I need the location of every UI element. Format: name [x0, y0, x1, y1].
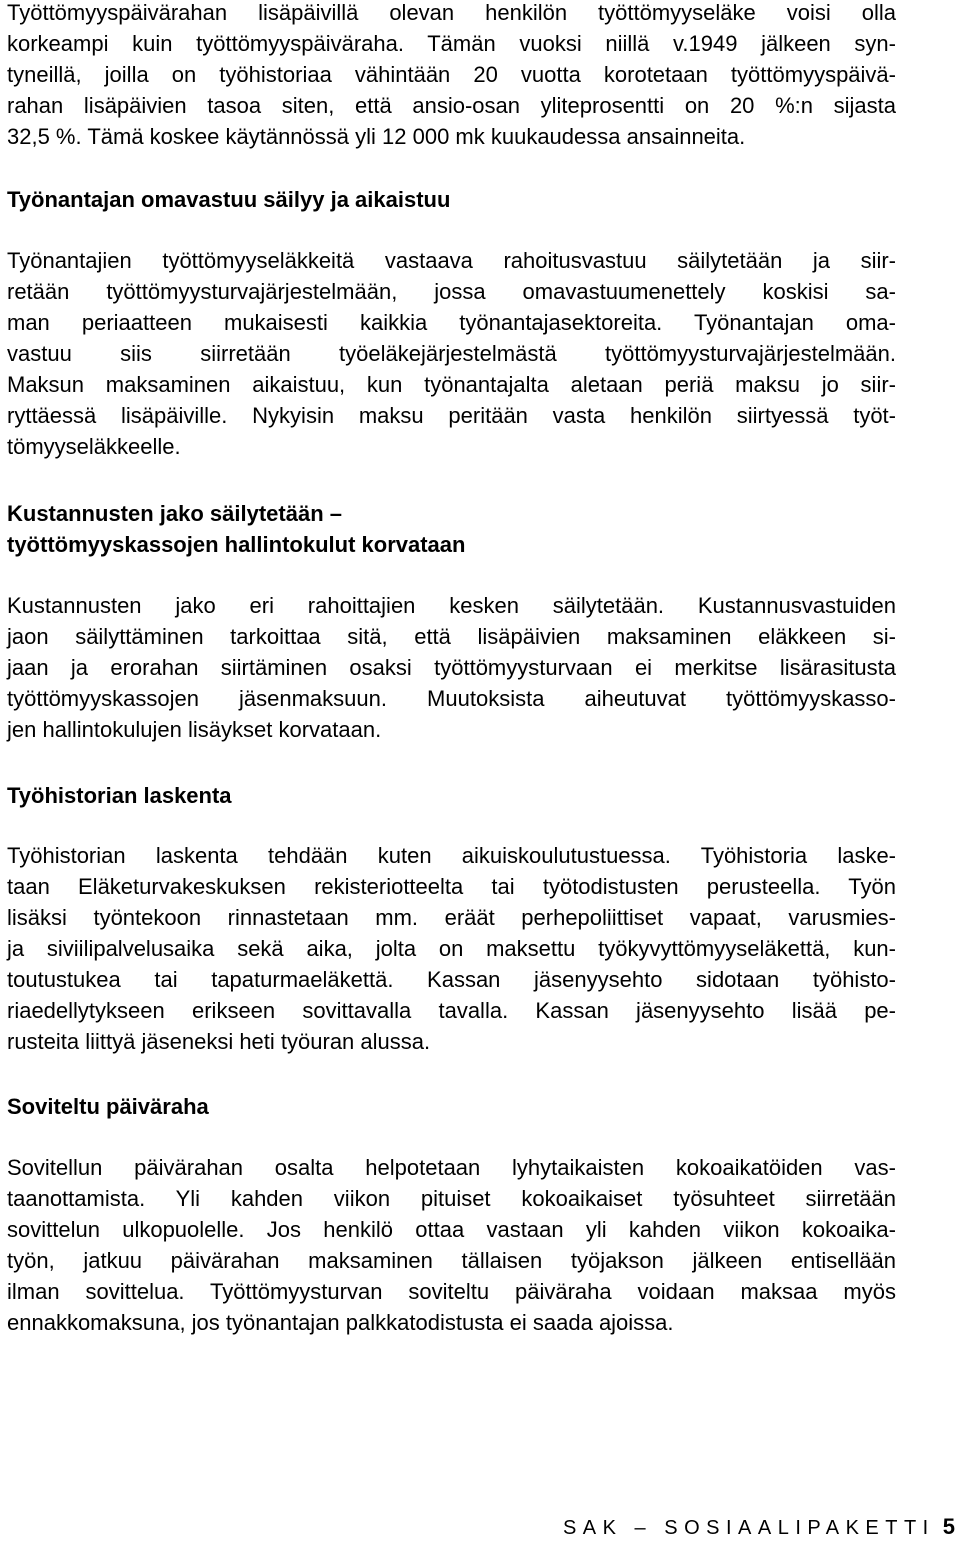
tyohistoria-line: ja siviilipalvelusaika sekä aika, jolta on maksettu työkyvyttömyyseläkettä, kun- [7, 936, 896, 961]
soviteltu-line: ennakkomaksuna, jos työnantajan palkkatodistusta ei saada ajoissa. [7, 1310, 674, 1335]
kustannukset-line: jaon säilyttäminen tarkoittaa sitä, että lisäpäivien maksaminen eläkkeen si- [7, 624, 896, 649]
kustannukset-line: jen hallintokulujen lisäykset korvataan. [7, 717, 382, 742]
tyohistoria-line: lisäksi työntekoon rinnastetaan mm. eräät perhepoliittiset vapaat, varusmies- [7, 905, 896, 930]
intro-line: korkeampi kuin työttömyyspäiväraha. Tämän vuoksi niillä v.1949 jälkeen syn- [7, 31, 896, 56]
intro-paragraph [7, 0, 896, 152]
kustannukset-line: Kustannusten jako eri rahoittajien kesken säilytetään. Kustannusvastuiden [7, 593, 896, 618]
tyohistoria-line: rusteita liittyä jäseneksi heti työuran alussa. [7, 1029, 431, 1054]
soviteltu-line: Sovitellun päivärahan osalta helpotetaan lyhytaikaisten kokoaikatöiden vas- [7, 1155, 896, 1180]
kustannukset-paragraph [7, 590, 896, 745]
omavastuu-line: Työnantajien työttömyyseläkkeitä vastaava rahoitusvastuu säilytetään ja siir- [7, 248, 896, 273]
omavastuu-line: ryttäessä lisäpäiville. Nykyisin maksu peritään vasta henkilön siirtyessä työt- [7, 403, 896, 428]
soviteltu-line: ilman sovittelua. Työttömyysturvan soviteltu päiväraha voidaan maksaa myös [7, 1279, 896, 1304]
kustannukset-line: jaan ja erorahan siirtäminen osaksi työttömyysturvaan ei merkitse lisärasitusta [7, 655, 896, 680]
tyohistoria-paragraph [7, 840, 896, 1057]
omavastuu-line: Maksun maksaminen aikaistuu, kun työnantajalta aletaan periä maksu jo siir- [7, 372, 896, 397]
soviteltu-line: työn, jatkuu päivärahan maksaminen tällaisen työjakson jälkeen entisellään [7, 1248, 896, 1273]
footer-label: SAK – SOSIAALIPAKETTI [562, 1517, 935, 1539]
intro-line: rahan lisäpäivien tasoa siten, että ansio-osan yliteprosentti on 20 %:n sijasta [7, 93, 896, 118]
soviteltu-line: sovittelun ulkopuolelle. Jos henkilö ottaa vastaan yli kahden viikon kokoaika- [7, 1217, 896, 1242]
page-footer [563, 1515, 955, 1540]
kustannukset-line: työttömyyskassojen jäsenmaksuun. Muutoksista aiheutuvat työttömyyskasso- [7, 686, 896, 711]
omavastuu-paragraph [7, 245, 896, 462]
page-number: 5 [942, 1514, 955, 1539]
intro-line: tyneillä, joilla on työhistoriaa vähintään 20 vuotta korotetaan työttömyyspäivä- [7, 62, 896, 87]
omavastuu-line: tömyyseläkkeelle. [7, 434, 181, 459]
soviteltu-paragraph [7, 1152, 896, 1338]
omavastuu-line: retään työttömyysturvajärjestelmään, jossa omavastuumenettely koskisi sa- [7, 279, 896, 304]
tyohistoria-line: taan Eläketurvakeskuksen rekisteriotteelta tai työtodistusten perusteella. Työn [7, 874, 896, 899]
intro-line: Työttömyyspäivärahan lisäpäivillä olevan henkilön työttömyyseläke voisi olla [7, 0, 896, 25]
intro-line: 32,5 %. Tämä koskee käytännössä yli 12 000 mk kuukaudessa ansainneita. [7, 124, 746, 149]
tyohistoria-line: riaedellytykseen erikseen sovittavalla tavalla. Kassan jäsenyysehto lisää pe- [7, 998, 896, 1023]
kustannukset-heading-line: työttömyyskassojen hallintokulut korvataan [7, 532, 466, 557]
section-heading-kustannukset [7, 498, 465, 560]
tyohistoria-line: Työhistorian laskenta tehdään kuten aikuiskoulutustuessa. Työhistoria laske- [7, 843, 896, 868]
section-heading-soviteltu: Soviteltu päiväraha [7, 1094, 209, 1119]
kustannukset-heading-line: Kustannusten jako säilytetään – [7, 501, 342, 526]
section-heading-tyohistoria: Työhistorian laskenta [7, 783, 232, 808]
section-heading-omavastuu: Työnantajan omavastuu säilyy ja aikaistuu [7, 187, 451, 212]
tyohistoria-line: toutustukea tai tapaturmaeläkettä. Kassan jäsenyysehto sidotaan työhisto- [7, 967, 896, 992]
soviteltu-line: taanottamista. Yli kahden viikon pituiset kokoaikaiset työsuhteet siirretään [7, 1186, 896, 1211]
omavastuu-line: vastuu siis siirretään työeläkejärjestelmästä työttömyysturvajärjestelmään. [7, 341, 896, 366]
omavastuu-line: man periaatteen mukaisesti kaikkia työnantajasektoreita. Työnantajan oma- [7, 310, 896, 335]
